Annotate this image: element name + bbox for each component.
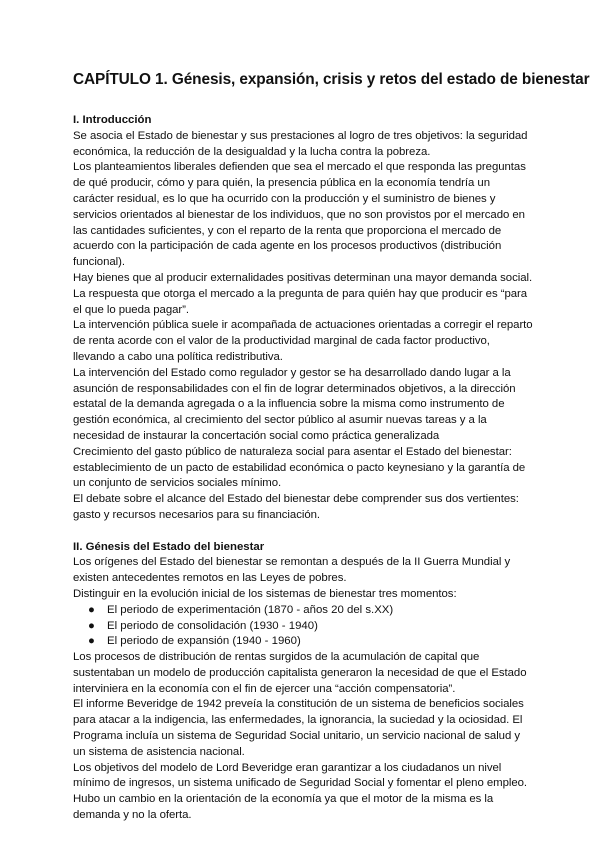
paragraph: Los orígenes del Estado del bienestar se remontan a después de la II Guerra Mundial y existen antecedentes remotos en las Leyes de pobres. bbox=[73, 556, 511, 585]
list-item-text: El periodo de expansión (1940 - 1960) bbox=[107, 635, 301, 648]
section-heading-introduccion: I. Introducción bbox=[73, 114, 152, 126]
paragraph: Distinguir en la evolución inicial de los sistemas de bienestar tres momentos: bbox=[73, 587, 457, 600]
document-page bbox=[73, 70, 590, 824]
section-spacer bbox=[73, 524, 533, 540]
list-item-text: El periodo de consolidación (1930 - 1940) bbox=[107, 619, 318, 632]
chapter-title: CAPÍTULO 1. Génesis, expansión, crisis y retos del estado de bienestar bbox=[73, 71, 590, 88]
paragraph: Los objetivos del modelo de Lord Beveridge eran garantizar a los ciudadanos un nivel mínimo de ingresos, un sistema unificado de Seguridad Social y fomentar el pleno empleo. bbox=[73, 761, 528, 790]
paragraph: Los procesos de distribución de rentas surgidos de la acumulación de capital que sustentaban un modelo de producción capitalista generaron la necesidad de que el Estado interviniera en la economía con el fin de ejercer una “acción compensatoria”. bbox=[73, 651, 527, 695]
section-heading-genesis: II. Génesis del Estado del bienestar bbox=[73, 540, 265, 553]
list-item bbox=[88, 634, 533, 650]
bullet-icon: ● bbox=[88, 635, 95, 648]
paragraph: El debate sobre el alcance del Estado del bienestar debe comprender sus dos vertientes: gasto y recursos necesarios para su financiación. bbox=[73, 493, 519, 521]
paragraph: La intervención del Estado como regulador y gestor se ha desarrollado dando lugar a la asunción de responsabilidades con el fin de lograr determinados objetivos, a la dirección estatal de la demanda agregada o a la influencia sobre la misma como instrumento de gestión económica, al crecimiento del sector público al asumir nuevas tareas y a la necesidad de instaurar la concertación social como práctica generalizada bbox=[73, 366, 516, 442]
paragraph: Hay bienes que al producir externalidades positivas determinan una mayor demanda social. bbox=[73, 271, 533, 284]
paragraph: La respuesta que otorga el mercado a la pregunta de para quién hay que producir es “para el que lo pueda pagar”. bbox=[73, 287, 528, 316]
bullet-icon: ● bbox=[88, 619, 95, 632]
paragraph: La intervención pública suele ir acompañada de actuaciones orientadas a corregir el reparto de renta acorde con el valor de la productividad marginal de cada factor productivo, llevando a cabo una política redistributiva. bbox=[73, 319, 533, 363]
paragraph: El informe Beveridge de 1942 preveía la constitución de un sistema de beneficios sociales para atacar a la indigencia, las enfermedades, la ignorancia, la suciedad y la ociosidad. El Programa incluía un sistema de Seguridad Social unitario, un servicio nacional de salud y un sistema de asistencia nacional. bbox=[73, 698, 524, 758]
paragraph: Los planteamientos liberales defienden que sea el mercado el que responda las preguntas de qué producir, cómo y para quién, la presencia pública en la economía tendría un carácter residual, es lo que ha ocurrido con la producción y el suministro de bienes y servicios orientados al bienestar de los individuos, que no son provistos por el mercado en las cantidades suficientes, y con el reparto de la renta que proporciona el mercado de acuerdo con la participación de cada agente en los procesos productivos (distribución funcional). bbox=[73, 161, 526, 269]
paragraph: Se asocia el Estado de bienestar y sus prestaciones al logro de tres objetivos: la seguridad económica, la reducción de la desigualdad y la lucha contra la pobreza. bbox=[73, 129, 528, 158]
bullet-list bbox=[73, 603, 533, 650]
list-item-text: El periodo de experimentación (1870 - años 20 del s.XX) bbox=[107, 603, 394, 616]
paragraph: Crecimiento del gasto público de naturaleza social para asentar el Estado del bienestar: establecimiento de un pacto de estabilidad económica o pacto keynesiano y la garantía de un conjunto de servicios sociales mínimo. bbox=[73, 445, 526, 490]
list-item bbox=[88, 603, 533, 619]
bullet-icon: ● bbox=[88, 603, 95, 616]
paragraph: Hubo un cambio en la orientación de la economía ya que el motor de la misma es la demanda y no la oferta. bbox=[73, 793, 494, 822]
list-item bbox=[88, 619, 533, 635]
